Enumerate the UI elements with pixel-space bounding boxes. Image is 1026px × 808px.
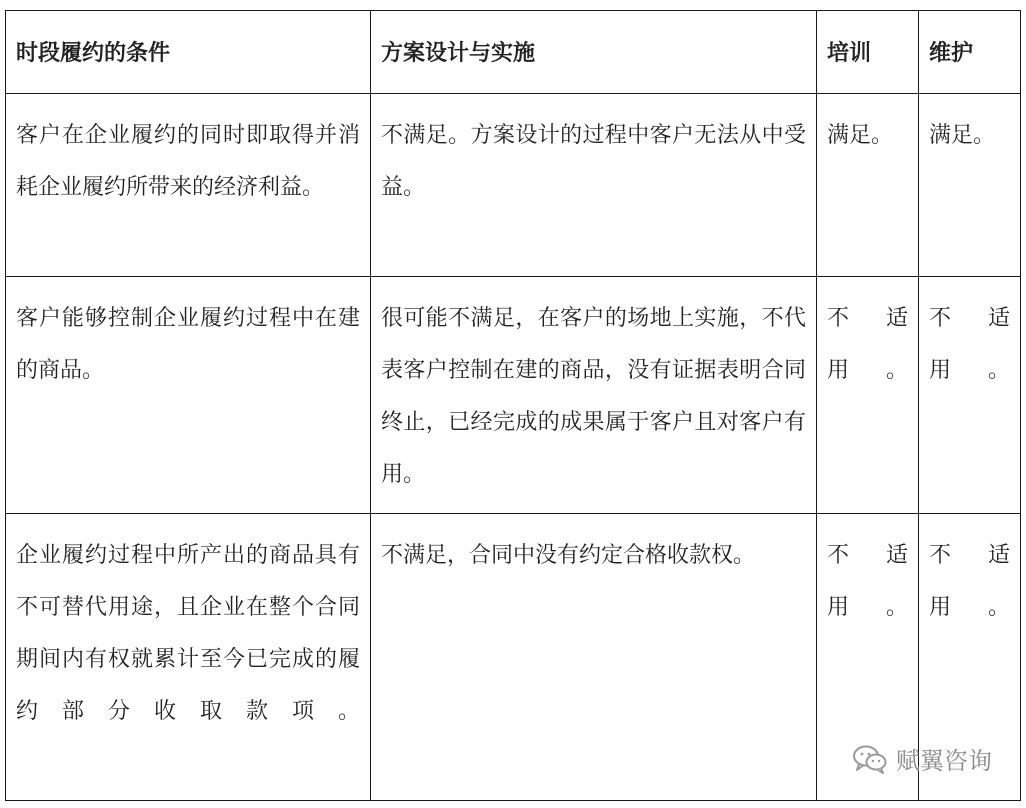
cell-maintenance: 不适用。 xyxy=(919,277,1021,514)
header-condition: 时段履约的条件 xyxy=(6,11,371,94)
header-training: 培训 xyxy=(817,11,919,94)
cell-condition: 客户能够控制企业履约过程中在建的商品。 xyxy=(6,277,371,514)
cell-training: 满足。 xyxy=(817,94,919,277)
cell-design-implementation: 很可能不满足，在客户的场地上实施，不代表客户控制在建的商品，没有证据表明合同终止，已经完成的成果属于客户且对客户有用。 xyxy=(371,277,817,514)
header-maintenance: 维护 xyxy=(919,11,1021,94)
cell-training: 不适用。 xyxy=(817,514,919,801)
table-header-row xyxy=(6,11,1021,94)
wechat-icon xyxy=(852,744,888,774)
header-design-implementation: 方案设计与实施 xyxy=(371,11,817,94)
cell-condition: 客户在企业履约的同时即取得并消耗企业履约所带来的经济利益。 xyxy=(6,94,371,277)
watermark xyxy=(852,741,992,776)
cell-condition: 企业履约过程中所产出的商品具有不可替代用途，且企业在整个合同期间内有权就累计至今已完成的履约部分收取款项。 xyxy=(6,514,371,801)
cell-training: 不适用。 xyxy=(817,277,919,514)
performance-obligation-table xyxy=(5,10,1021,801)
cell-design-implementation: 不满足。方案设计的过程中客户无法从中受益。 xyxy=(371,94,817,277)
cell-design-implementation: 不满足，合同中没有约定合格收款权。 xyxy=(371,514,817,801)
watermark-text: 赋翼咨询 xyxy=(896,747,992,775)
table-row xyxy=(6,94,1021,277)
cell-maintenance: 不适用。 xyxy=(919,514,1021,801)
table-row xyxy=(6,277,1021,514)
cell-maintenance: 满足。 xyxy=(919,94,1021,277)
